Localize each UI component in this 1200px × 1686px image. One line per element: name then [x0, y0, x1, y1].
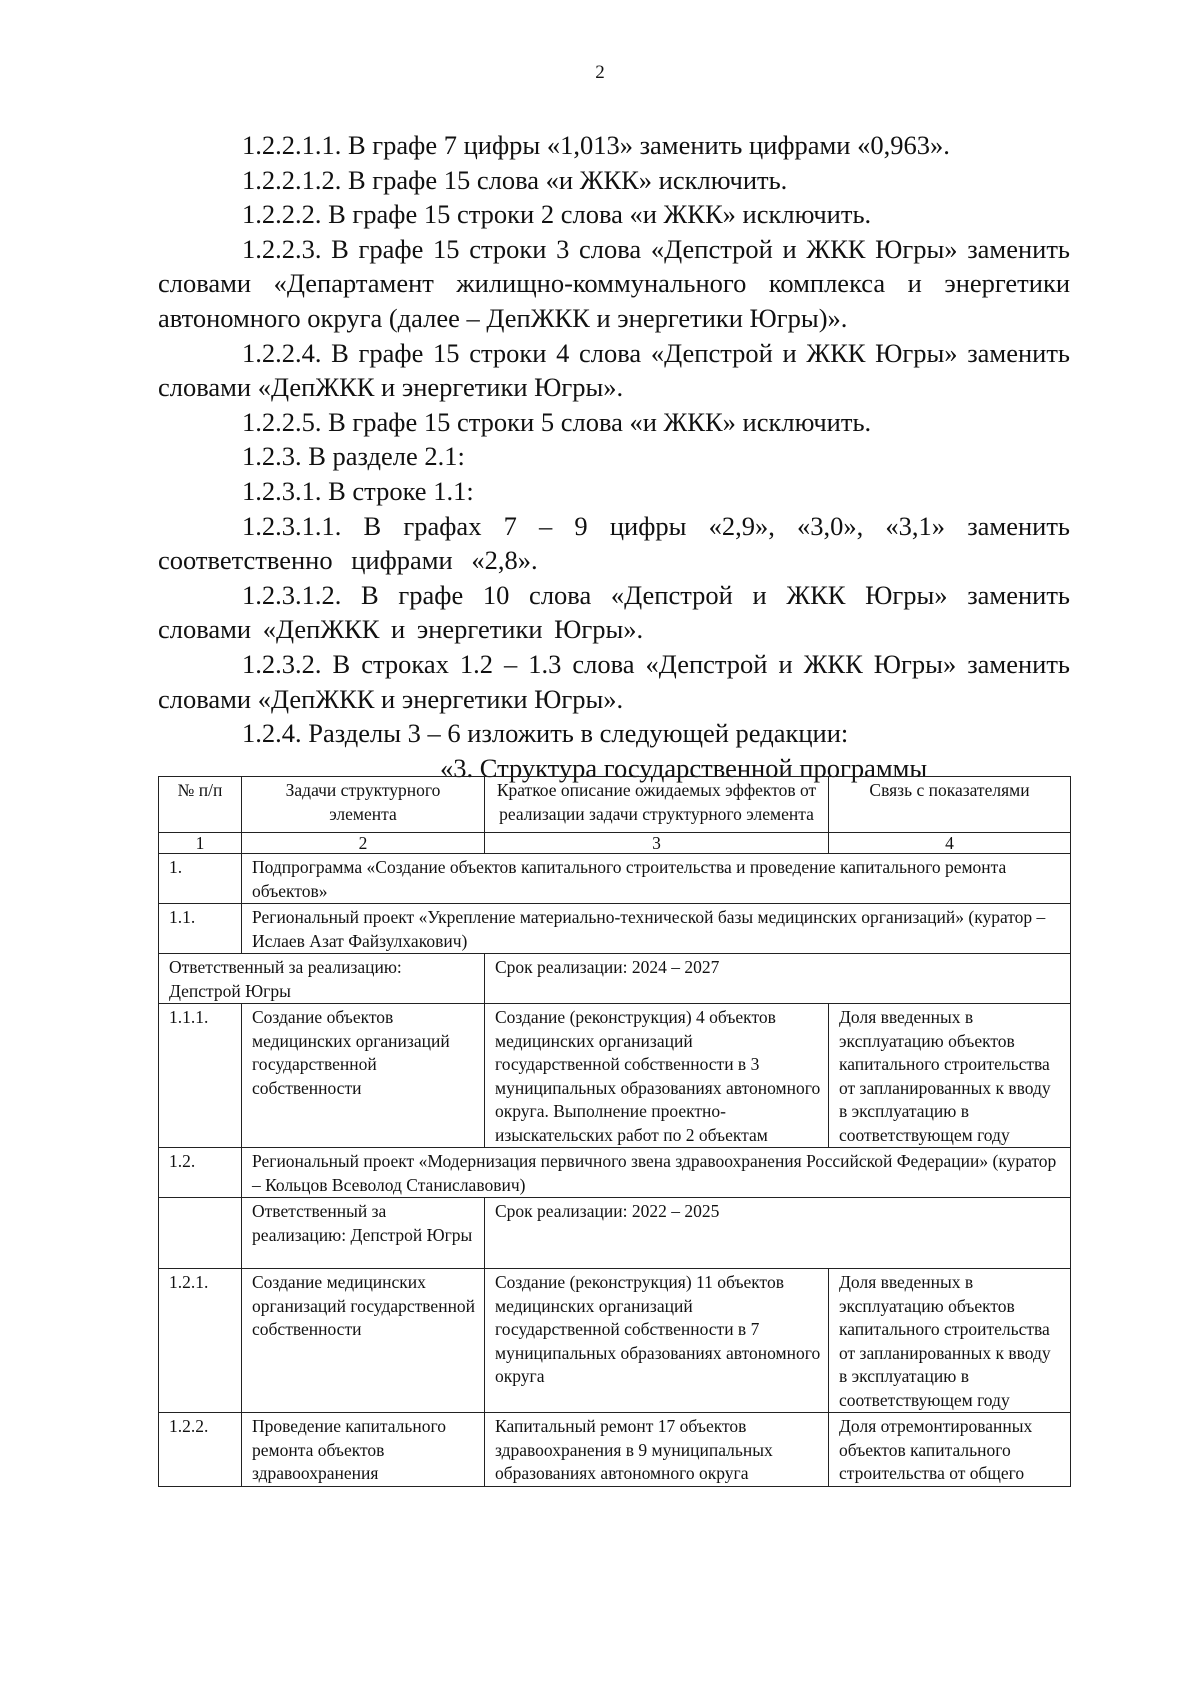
paragraph-1-2-4: 1.2.4. Разделы 3 – 6 изложить в следующей редакции:: [242, 718, 849, 749]
row-number: 1.1.: [159, 904, 242, 954]
paragraph-1-2-3-2: 1.2.3.2. В строках 1.2 – 1.3 слова «Депстрой и ЖКК Югры» заменить словами «ДепЖКК и энергетики Югры».: [158, 648, 1070, 714]
column-number: 2: [242, 833, 485, 854]
term-cell: Срок реализации: 2022 – 2025: [485, 1198, 1071, 1269]
paragraph-1-2-3-1: 1.2.3.1. В строке 1.1:: [242, 475, 474, 506]
row-number: 1.: [159, 854, 242, 904]
document-body: [158, 128, 1070, 785]
empty-cell: [159, 1198, 242, 1269]
row-text: Региональный проект «Укрепление материально-технической базы медицинских организаций» (куратор – Ислаев Азат Файзулхакович): [242, 904, 1071, 954]
effect-cell: Создание (реконструкция) 4 объектов медицинских организаций государственной собственности в 3 муниципальных образованиях автономного округа. Выполнение проектно-изыскательских работ по 2 объектам: [485, 1004, 829, 1148]
paragraph-1-2-2-2: 1.2.2.2. В графе 15 строки 2 слова «и ЖКК» исключить.: [242, 199, 872, 230]
term-cell: Срок реализации: 2024 – 2027: [485, 954, 1071, 1004]
table-row-project-1-2-responsible: [159, 1198, 1071, 1269]
paragraph-1-2-3-1-1: 1.2.3.1.1. В графах 7 – 9 цифры «2,9», «3,0», «3,1» заменить соответственно цифрами «2,8».: [158, 510, 1070, 576]
table-row-project-1-1: [159, 904, 1071, 954]
row-number: 1.2.: [159, 1148, 242, 1198]
task-cell: Создание медицинских организаций государственной собственности: [242, 1269, 485, 1413]
table-row-project-1-1-responsible: [159, 954, 1071, 1004]
row-number: 1.2.1.: [159, 1269, 242, 1413]
header-indicator: Связь с показателями: [829, 777, 1071, 833]
indicator-cell: Доля введенных в эксплуатацию объектов капитального строительства от запланированных к вводу в эксплуатацию в соответствующем году: [829, 1004, 1071, 1148]
paragraph-1-2-3-1-2: 1.2.3.1.2. В графе 10 слова «Депстрой и ЖКК Югры» заменить словами «ДепЖКК и энергетики Югры».: [158, 579, 1070, 645]
paragraph-1-2-2-1-1: 1.2.2.1.1. В графе 7 цифры «1,013» заменить цифрами «0,963».: [242, 130, 950, 160]
paragraph-1-2-2-1-2: 1.2.2.1.2. В графе 15 слова «и ЖКК» исключить.: [242, 164, 788, 195]
table-row-task-1-2-1: [159, 1269, 1071, 1413]
section-heading: «3. Структура государственной программы: [440, 752, 928, 783]
page-number: 2: [595, 62, 605, 83]
row-number: 1.1.1.: [159, 1004, 242, 1148]
column-number: 1: [159, 833, 242, 854]
table-row-task-1-1-1: [159, 1004, 1071, 1148]
paragraph-1-2-2-3: 1.2.2.3. В графе 15 строки 3 слова «Депстрой и ЖКК Югры» заменить словами «Департамент жилищно-коммунального комплекса и энергетики автономного округа (далее – ДепЖКК и энергетики Югры)».: [158, 233, 1070, 333]
paragraph-1-2-2-4: 1.2.2.4. В графе 15 строки 4 слова «Депстрой и ЖКК Югры» заменить словами «ДепЖКК и энергетики Югры».: [158, 337, 1070, 403]
effect-cell: Капитальный ремонт 17 объектов здравоохранения в 9 муниципальных образованиях автономного округа: [485, 1413, 829, 1487]
header-effect: Краткое описание ожидаемых эффектов от реализации задачи структурного элемента: [485, 777, 829, 833]
header-task: Задачи структурного элемента: [242, 777, 485, 833]
column-number: 3: [485, 833, 829, 854]
table-column-numbers-row: [159, 833, 1071, 854]
row-text: Региональный проект «Модернизация первичного звена здравоохранения Российской Федерации» (куратор – Кольцов Всеволод Станиславович): [242, 1148, 1071, 1198]
paragraph-1-2-3: 1.2.3. В разделе 2.1:: [242, 441, 465, 472]
indicator-cell: Доля отремонтированных объектов капитального строительства от общего: [829, 1413, 1071, 1487]
effect-cell: Создание (реконструкция) 11 объектов медицинских организаций государственной собственности в 7 муниципальных образованиях автономного округа: [485, 1269, 829, 1413]
task-cell: Проведение капитального ремонта объектов здравоохранения: [242, 1413, 485, 1487]
row-text: Подпрограмма «Создание объектов капитального строительства и проведение капитального ремонта объектов»: [242, 854, 1071, 904]
table-row-subprogram-1: [159, 854, 1071, 904]
task-cell: Создание объектов медицинских организаций государственной собственности: [242, 1004, 485, 1148]
row-number: 1.2.2.: [159, 1413, 242, 1487]
header-number: № п/п: [159, 777, 242, 833]
responsible-cell: Ответственный за реализацию: Депстрой Югры: [242, 1198, 485, 1269]
responsible-cell: Ответственный за реализацию: Депстрой Югры: [159, 954, 485, 1004]
table-row-project-1-2: [159, 1148, 1071, 1198]
column-number: 4: [829, 833, 1071, 854]
indicator-cell: Доля введенных в эксплуатацию объектов капитального строительства от запланированных к вводу в эксплуатацию в соответствующем году: [829, 1269, 1071, 1413]
table-header-row: [159, 777, 1071, 833]
table-row-task-1-2-2: [159, 1413, 1071, 1487]
program-structure-table: [158, 776, 1071, 1487]
paragraph-1-2-2-5: 1.2.2.5. В графе 15 строки 5 слова «и ЖКК» исключить.: [242, 406, 872, 437]
